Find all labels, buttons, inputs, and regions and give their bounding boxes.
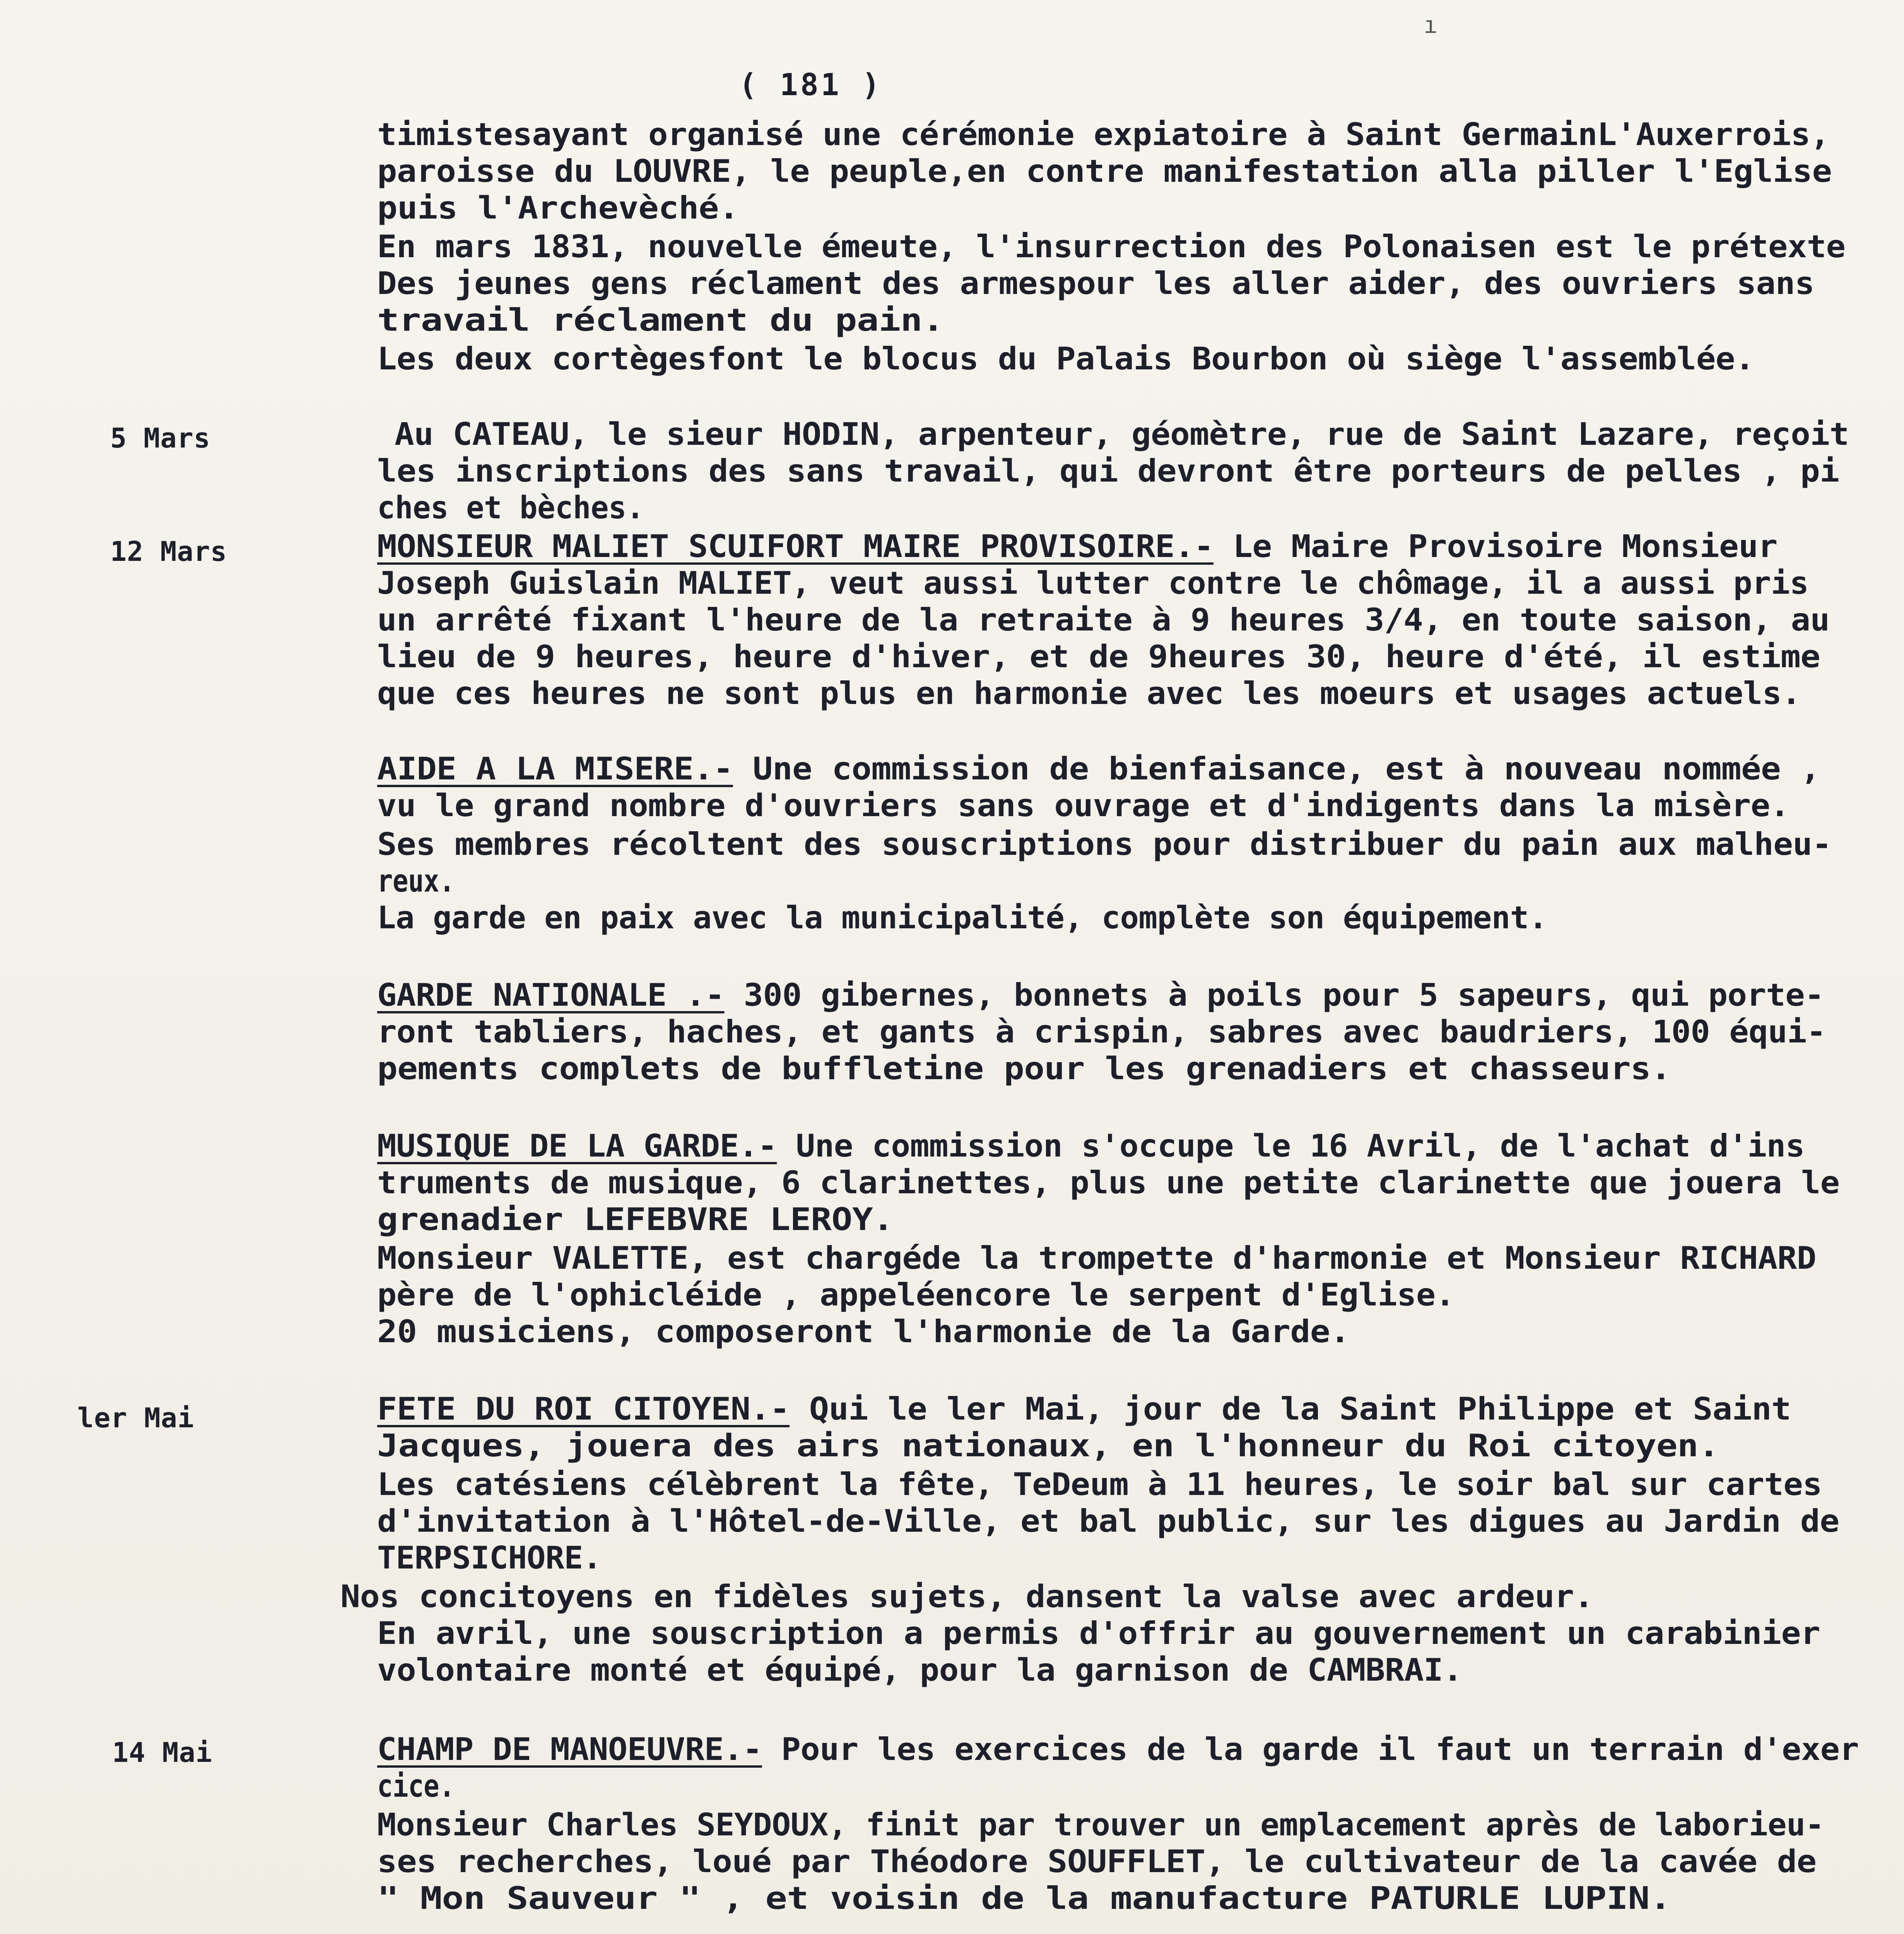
line-text: En mars 1831, nouvelle émeute, l'insurrection des Polonaisen est le prétexte [377, 229, 1846, 265]
text-line [377, 1276, 1454, 1314]
text-line [377, 228, 1846, 265]
line-text: pements complets de buffletine pour les grenadiers et chasseurs. [377, 1051, 1671, 1087]
line-text: d'invitation à l'Hôtel-de-Ville, et bal public, sur les digues au Jardin de [377, 1503, 1839, 1539]
section-heading-line [377, 528, 1778, 565]
line-text: truments de musique, 6 clarinettes, plus une petite clarinette que jouera le [377, 1165, 1840, 1201]
text-line [377, 1806, 1824, 1843]
margin-date: 14 Mai [112, 1737, 212, 1768]
line-text: La garde en paix avec la municipalité, complète son équipement. [377, 900, 1547, 936]
section-heading: MUSIQUE DE LA GARDE.- [377, 1128, 777, 1164]
text-line [340, 1578, 1593, 1615]
text-line [377, 1201, 894, 1238]
line-text: Les deux cortègesfont le blocus du Palais Bourbon où siège l'assemblée. [377, 341, 1755, 377]
line-text: timistesayant organisé une cérémonie expiatoire à Saint GermainL'Auxerrois, [377, 116, 1830, 152]
margin-date: 12 Mars [110, 536, 227, 567]
text-line [377, 565, 1808, 602]
text-line [377, 1164, 1839, 1201]
line-text: Une commission de bienfaisance, est à nouveau nommée , [733, 751, 1820, 787]
text-line [377, 863, 455, 900]
text-line [377, 453, 1839, 490]
text-line [377, 675, 1801, 712]
line-text: travail réclament du pain. [377, 302, 944, 338]
line-text: En avril, une souscription a permis d'offrir au gouvernement un carabinier [377, 1615, 1820, 1651]
text-line [377, 787, 1789, 824]
margin-date: ler Mai [77, 1402, 195, 1434]
section-heading: FETE DU ROI CITOYEN.- [377, 1391, 790, 1427]
line-text: reux. [377, 863, 455, 899]
text-line [377, 1013, 1826, 1051]
text-line [377, 1768, 455, 1805]
text-line [377, 638, 1820, 675]
line-text: 20 musiciens, composeront l'harmonie de la Garde. [377, 1314, 1350, 1350]
line-text: grenadier LEFEBVRE LEROY. [377, 1201, 894, 1237]
text-line [377, 601, 1830, 639]
text-line [377, 265, 1814, 302]
line-text: Ses membres récoltent des souscriptions pour distribuer du pain aux malheu- [377, 826, 1832, 862]
line-text: vu le grand nombre d'ouvriers sans ouvrage et d'indigents dans la misère. [377, 788, 1789, 823]
line-text: volontaire monté et équipé, pour la garnison de CAMBRAI. [377, 1652, 1463, 1688]
line-text: un arrêté fixant l'heure de la retraite à 9 heures 3/4, en toute saison, au [377, 602, 1830, 638]
section-heading: AIDE A LA MISERE.- [377, 751, 733, 787]
line-text: que ces heures ne sont plus en harmonie avec les moeurs et usages actuels. [377, 675, 1801, 711]
text-line [377, 153, 1832, 190]
line-text: paroisse du LOUVRE, le peuple,en contre manifestation alla piller l'Eglise [377, 153, 1832, 189]
line-text: père de l'ophicléide , appeléencore le serpent d'Eglise. [377, 1277, 1455, 1313]
line-text: Nos concitoyens en fidèles sujets, dansent la valse avec ardeur. [340, 1579, 1594, 1615]
text-line [395, 416, 1849, 453]
line-text: TERPSICHORE. [377, 1540, 602, 1576]
line-text: ront tabliers, haches, et gants à crispin, sabres avec baudriers, 100 équi- [377, 1014, 1826, 1050]
line-text: Les catésiens célèbrent la fête, TeDeum à 11 heures, le soir bal sur cartes [377, 1466, 1822, 1502]
stray-mark: ı [1424, 12, 1438, 39]
line-text: Joseph Guislain MALIET, veut aussi lutter contre le chômage, il a aussi pris [377, 565, 1809, 601]
line-text: Jacques, jouera des airs nationaux, en l'honneur du Roi citoyen. [377, 1428, 1719, 1464]
text-line [377, 190, 739, 227]
text-line [377, 1503, 1839, 1540]
line-text: Pour les exercices de la garde il faut un terrain d'exer [762, 1731, 1859, 1767]
text-line [377, 1880, 1671, 1917]
section-heading: GARDE NATIONALE .- [377, 977, 725, 1013]
line-text: ses recherches, loué par Théodore SOUFFLET, le cultivateur de la cavée de [377, 1843, 1817, 1879]
text-line [377, 340, 1754, 378]
line-text: lieu de 9 heures, heure d'hiver, et de 9heures 30, heure d'été, il estime [377, 639, 1820, 675]
line-text: Une commission s'occupe le 16 Avril, de l'achat d'ins [777, 1128, 1805, 1164]
line-text: les inscriptions des sans travail, qui devront être porteurs de pelles , pi [377, 453, 1839, 489]
line-text: cice. [377, 1768, 455, 1804]
text-line [377, 116, 1830, 153]
section-heading: MONSIEUR MALIET SCUIFORT MAIRE PROVISOIRE.- [377, 528, 1214, 564]
text-line [377, 1843, 1817, 1880]
text-line [377, 302, 944, 339]
section-heading-line [377, 1391, 1791, 1428]
line-text: Qui le ler Mai, jour de la Saint Philippe et Saint [790, 1391, 1791, 1427]
text-line [377, 899, 1547, 936]
line-text: " Mon Sauveur " , et voisin de la manufacture PATURLE LUPIN. [377, 1880, 1671, 1916]
text-line [377, 1652, 1462, 1689]
section-heading-line [377, 977, 1824, 1014]
line-text: Le Maire Provisoire Monsieur [1213, 528, 1778, 564]
text-line [377, 489, 644, 526]
text-line [377, 1466, 1822, 1503]
line-text: Monsieur VALETTE, est chargéde la trompette d'harmonie et Monsieur RICHARD [377, 1240, 1817, 1276]
text-line [377, 1427, 1719, 1464]
line-text: Au CATEAU, le sieur HODIN, arpenteur, géomètre, rue de Saint Lazare, reçoit [395, 416, 1849, 452]
text-line [377, 1240, 1816, 1277]
section-heading-line [377, 1731, 1859, 1768]
line-text: Monsieur Charles SEYDOUX, finit par trouver un emplacement après de laborieu- [377, 1807, 1824, 1843]
text-line [377, 1615, 1820, 1652]
line-text: Des jeunes gens réclament des armespour les aller aider, des ouvriers sans [377, 265, 1815, 301]
section-heading: CHAMP DE MANOEUVRE.- [377, 1731, 762, 1767]
line-text: ches et bèches. [377, 490, 644, 526]
line-text: puis l'Archevèché. [377, 190, 739, 226]
text-line [377, 826, 1832, 863]
text-line [377, 1313, 1350, 1350]
text-line [377, 1050, 1671, 1087]
line-text: 300 gibernes, bonnets à poils pour 5 sapeurs, qui porte- [724, 977, 1824, 1013]
margin-date: 5 Mars [110, 422, 210, 454]
page-number: ( 181 ) [739, 68, 882, 103]
section-heading-line [377, 1128, 1805, 1165]
text-line [377, 1539, 602, 1577]
section-heading-line [377, 750, 1820, 788]
